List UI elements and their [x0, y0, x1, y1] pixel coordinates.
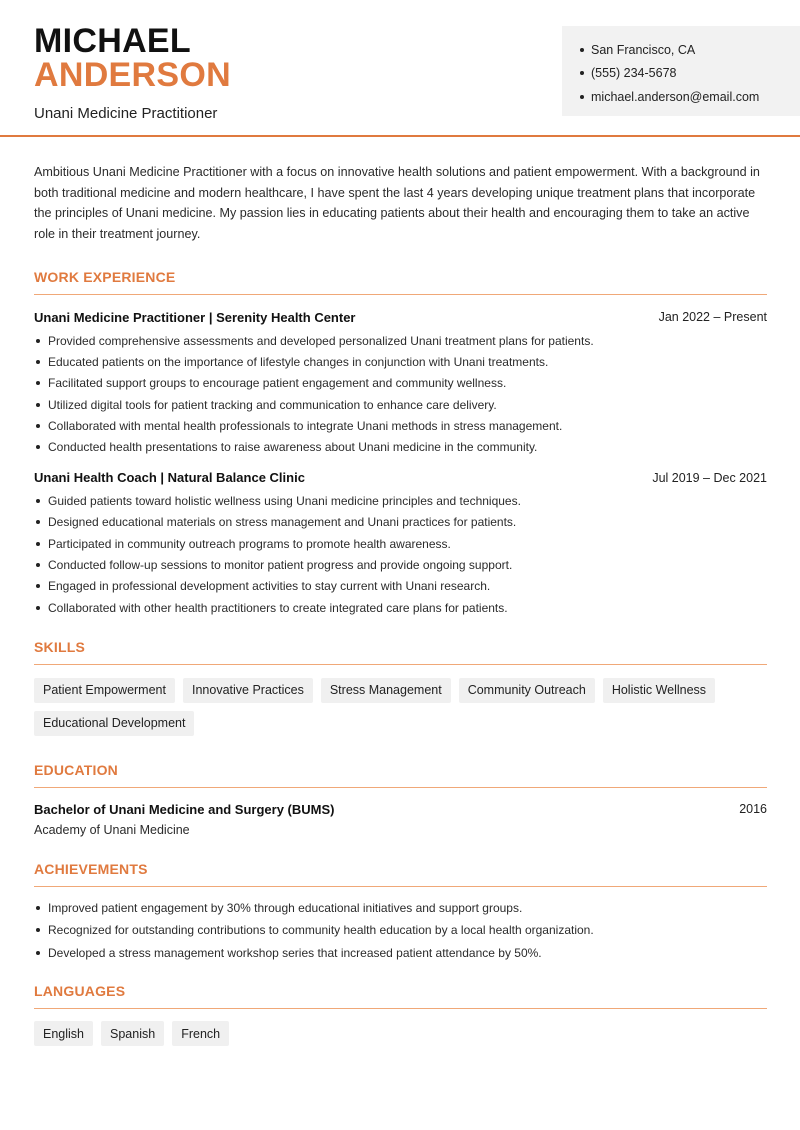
- education-section: [34, 762, 767, 837]
- skill-chip: Educational Development: [34, 711, 194, 736]
- bullet-icon: [36, 906, 40, 910]
- phone-text: (555) 234-5678: [591, 66, 677, 81]
- bullet-icon: [36, 445, 40, 449]
- list-item: [34, 373, 767, 394]
- bullet-text: Engaged in professional development activities to stay current with Unani research.: [48, 579, 491, 594]
- bullet-icon: [36, 424, 40, 428]
- bullet-icon: [36, 339, 40, 343]
- achievements-section: [34, 861, 767, 965]
- bullet-text: Developed a stress management workshop series that increased patient attendance by 50%.: [48, 945, 542, 960]
- work-section: [34, 269, 767, 619]
- list-item: [34, 351, 767, 372]
- bullet-icon: [580, 95, 584, 99]
- skill-chip: Community Outreach: [459, 678, 595, 703]
- languages-list: [34, 1021, 734, 1046]
- resume-header: [0, 0, 800, 137]
- bullet-icon: [36, 951, 40, 955]
- bullet-icon: [36, 403, 40, 407]
- bullet-text: Collaborated with other health practitioners to create integrated care plans for patients.: [48, 600, 508, 615]
- bullet-icon: [36, 928, 40, 932]
- section-title-work: WORK EXPERIENCE: [34, 269, 767, 295]
- first-name: MICHAEL: [34, 22, 191, 60]
- job-bullets: [34, 330, 767, 458]
- bullet-icon: [580, 71, 584, 75]
- list-item: [34, 415, 767, 436]
- skill-chip: Innovative Practices: [183, 678, 313, 703]
- education-header: [34, 802, 767, 817]
- language-chip: French: [172, 1021, 229, 1046]
- list-item: [34, 597, 767, 618]
- education-year: 2016: [739, 802, 767, 816]
- bullet-text: Conducted follow-up sessions to monitor patient progress and provide ongoing support.: [48, 558, 513, 573]
- bullet-icon: [36, 499, 40, 503]
- job-role: Unani Health Coach | Natural Balance Clinic: [34, 470, 305, 486]
- bullet-text: Collaborated with mental health professionals to integrate Unani methods in stress management.: [48, 419, 563, 434]
- list-item: [34, 490, 767, 511]
- job-header: [34, 470, 767, 485]
- list-item: [34, 512, 767, 533]
- contact-email: [580, 85, 800, 109]
- job-dates: Jan 2022 – Present: [658, 310, 767, 325]
- bullet-icon: [36, 381, 40, 385]
- skill-chip: Patient Empowerment: [34, 678, 175, 703]
- languages-section: [34, 983, 767, 1046]
- job-bullets: [34, 490, 767, 618]
- bullet-icon: [36, 360, 40, 364]
- skills-list: [34, 678, 734, 736]
- bullet-text: Conducted health presentations to raise awareness about Unani medicine in the community.: [48, 440, 538, 455]
- bullet-icon: [36, 606, 40, 610]
- contact-location: [580, 38, 800, 62]
- bullet-text: Utilized digital tools for patient tracking and communication to enhance care delivery.: [48, 397, 497, 412]
- email-text: michael.anderson@email.com: [591, 89, 760, 104]
- bullet-icon: [36, 584, 40, 588]
- bullet-icon: [580, 48, 584, 52]
- section-title-achievements: ACHIEVEMENTS: [34, 861, 767, 887]
- name-block: [34, 24, 231, 122]
- skill-chip: Holistic Wellness: [603, 678, 715, 703]
- bullet-text: Improved patient engagement by 30% through educational initiatives and support groups.: [48, 900, 523, 915]
- achievement-list: [34, 897, 767, 965]
- bullet-text: Designed educational materials on stress management and Unani practices for patients.: [48, 515, 517, 530]
- job-entry: [34, 470, 767, 618]
- bullet-text: Facilitated support groups to encourage patient engagement and community wellness.: [48, 376, 507, 391]
- bullet-text: Provided comprehensive assessments and developed personalized Unani treatment plans for patients.: [48, 333, 594, 348]
- contact-phone: [580, 62, 800, 86]
- bullet-icon: [36, 520, 40, 524]
- bullet-text: Recognized for outstanding contributions to community health education by a local health organization.: [48, 923, 594, 938]
- resume-content: [34, 162, 767, 1046]
- job-title: Unani Medicine Practitioner: [34, 105, 218, 122]
- job-entry: [34, 310, 767, 458]
- list-item: [34, 437, 767, 458]
- section-title-languages: LANGUAGES: [34, 983, 767, 1009]
- job-header: [34, 310, 767, 325]
- bullet-text: Participated in community outreach programs to promote health awareness.: [48, 536, 451, 551]
- summary: Ambitious Unani Medicine Practitioner with a focus on innovative health solutions and patient empowerment. With a background in both traditional medicine and modern healthcare, I have spent the last 4 years developing unique treatment plans that incorporate the principles of Unani medicine. My passion lies in educating patients about their health and encouraging them to take an active role in their treatment journey.: [34, 165, 760, 242]
- list-item: [34, 897, 767, 920]
- last-name: ANDERSON: [34, 56, 231, 94]
- job-role: Unani Medicine Practitioner | Serenity Health Center: [34, 309, 356, 325]
- skill-chip: Stress Management: [321, 678, 451, 703]
- bullet-text: Guided patients toward holistic wellness using Unani medicine principles and techniques.: [48, 493, 521, 508]
- bullet-icon: [36, 563, 40, 567]
- list-item: [34, 576, 767, 597]
- section-title-education: EDUCATION: [34, 762, 767, 788]
- education-degree: Bachelor of Unani Medicine and Surgery (BUMS): [34, 801, 335, 817]
- contact-box: [562, 26, 800, 116]
- list-item: [34, 394, 767, 415]
- skills-section: [34, 639, 767, 736]
- bullet-text: Educated patients on the importance of lifestyle changes in conjunction with Unani treatments.: [48, 354, 549, 369]
- job-dates: Jul 2019 – Dec 2021: [652, 470, 767, 485]
- list-item: [34, 942, 767, 965]
- section-title-skills: SKILLS: [34, 639, 767, 665]
- list-item: [34, 919, 767, 942]
- list-item: [34, 330, 767, 351]
- language-chip: Spanish: [101, 1021, 164, 1046]
- language-chip: English: [34, 1021, 93, 1046]
- list-item: [34, 554, 767, 575]
- list-item: [34, 533, 767, 554]
- location-text: San Francisco, CA: [591, 42, 696, 57]
- bullet-icon: [36, 542, 40, 546]
- education-school: Academy of Unani Medicine: [34, 822, 190, 837]
